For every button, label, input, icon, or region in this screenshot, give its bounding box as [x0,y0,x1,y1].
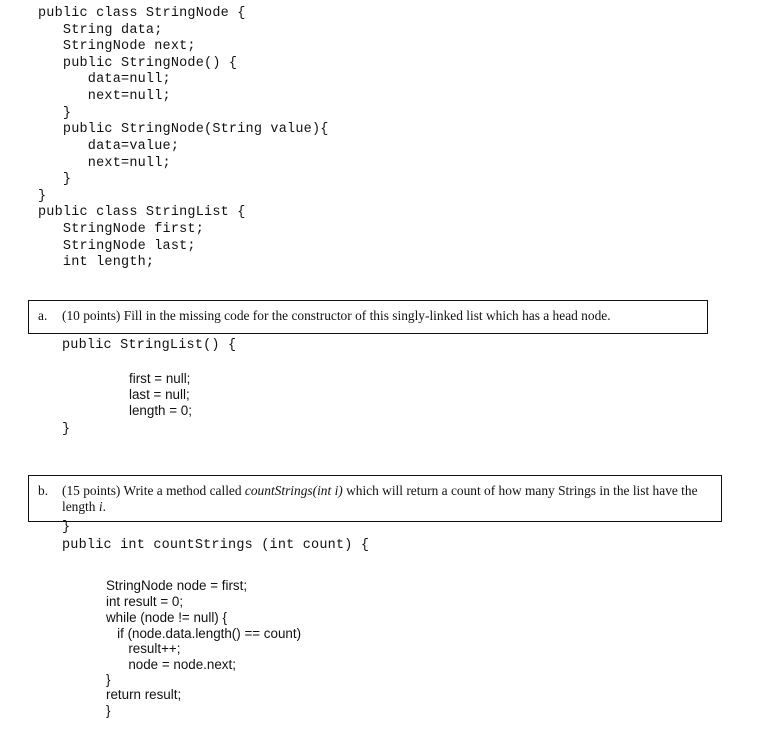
code-line: StringNode next; [38,39,196,54]
answer-line: last = null; [129,387,190,402]
answer-line: StringNode node = first; [106,578,248,593]
code-line: StringNode first; [38,222,205,237]
question-b-var: i [98,498,103,514]
question-b-method: countStrings(int i) [244,483,343,498]
question-a-closing-brace: } [62,422,71,437]
answer-line: if (node.data.length() == count) [106,626,302,641]
code-line: } [38,172,72,187]
question-b-signature: public int countStrings (int count) { [62,538,370,553]
question-a-box [28,300,708,334]
answer-line: node = node.next; [106,657,236,672]
code-line: public class StringList { [38,205,246,220]
question-b-pre-brace: } [62,520,71,535]
code-line: data=null; [38,72,171,87]
code-line: StringNode last; [38,239,196,254]
code-line: next=null; [38,89,171,104]
code-line: public StringNode(String value){ [38,122,329,137]
code-line: } [38,106,72,121]
code-line: public class StringNode { [38,6,246,21]
answer-line: length = 0; [129,403,192,418]
answer-line: result++; [106,641,181,656]
question-b-text-end: . [102,498,106,514]
answer-line: int result = 0; [106,594,184,609]
answer-line: } [106,703,111,718]
code-line: next=null; [38,156,171,171]
question-a-signature: public StringList() { [62,338,237,353]
question-a-letter: a. [38,308,48,323]
code-line: int length; [38,255,155,270]
answer-line: while (node != null) { [106,610,227,625]
answer-line: } [106,672,111,687]
question-b-text [62,483,702,514]
question-b-text-before: (15 points) Write a method called [62,483,245,498]
answer-line: return result; [106,687,182,702]
question-a-text: (10 points) Fill in the missing code for the constructor of this singly-linked list which has a head node. [62,308,611,323]
code-line: } [38,189,47,204]
code-line: public StringNode() { [38,56,238,71]
code-line: String data; [38,23,163,38]
question-b-text-after: which will return a count of how many Strings in the list have the length [62,483,698,514]
answer-line: first = null; [129,371,191,386]
question-b-letter: b. [38,483,49,498]
code-line: data=value; [38,139,180,154]
question-b-box [28,475,722,522]
